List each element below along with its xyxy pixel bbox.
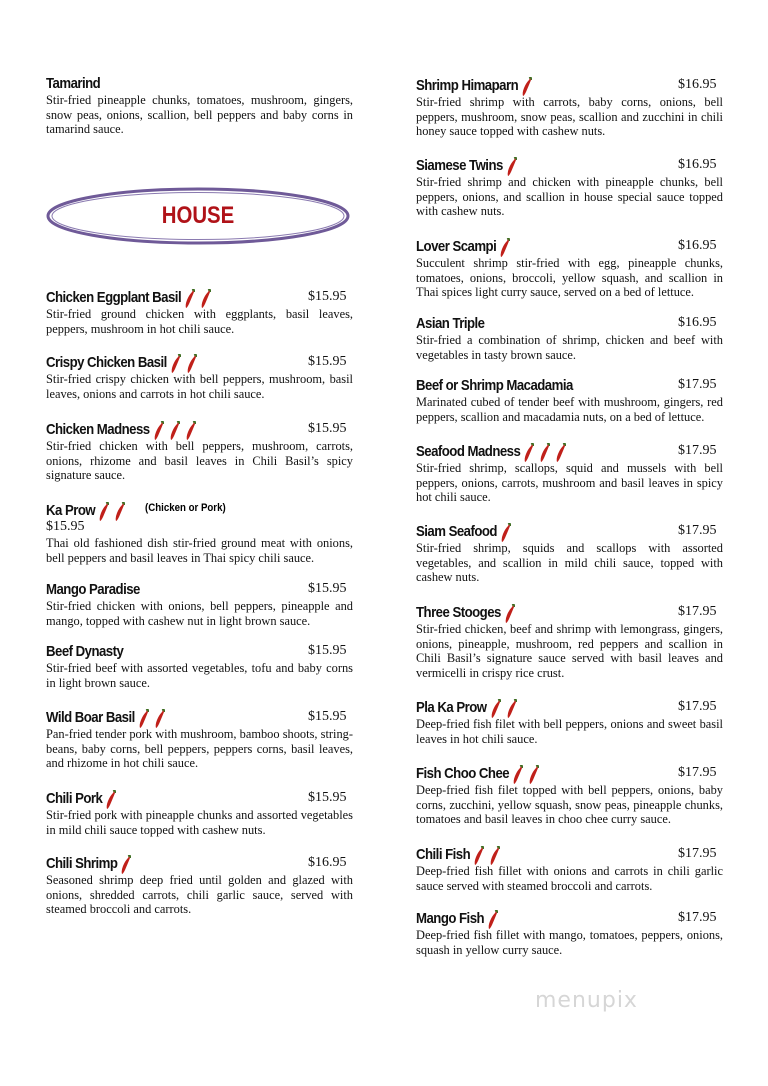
menu-item: [46, 790, 353, 837]
menu-item: [46, 502, 353, 565]
chili-pepper-icon: [187, 354, 197, 374]
chili-pepper-icon: [115, 502, 125, 522]
item-title-row: [416, 315, 723, 332]
chili-pepper-icon: [474, 846, 484, 866]
item-name: Pla Ka Prow: [416, 699, 487, 716]
item-description: Stir-fried shrimp, squids and scallops with assorted vegetables, and scallion in mild chili sauce, topped with cashew nuts.: [416, 541, 723, 585]
chili-pepper-icon: [106, 790, 116, 810]
item-title-row: [46, 75, 353, 92]
spicy-rating: [488, 910, 504, 935]
item-name: Chili Pork: [46, 790, 103, 807]
chili-pepper-icon: [186, 421, 196, 441]
item-name: Mango Fish: [416, 910, 485, 927]
item-title-row: [46, 289, 353, 306]
chili-pepper-icon: [139, 709, 149, 729]
item-title-row: [46, 790, 353, 807]
item-name: Chicken Eggplant Basil: [46, 289, 182, 306]
item-description: Stir-fried shrimp with carrots, baby corns, onions, bell peppers, mushroom, snow peas, scallion and zucchini in chili honey sauce topped with cashew nuts.: [416, 95, 723, 139]
item-name: Chicken Madness: [46, 421, 150, 438]
item-description: Deep-fried fish fillet with mango, tomatoes, peppers, onions, squash in yellow curry sauce.: [416, 928, 723, 957]
item-title-row: [46, 581, 353, 598]
spicy-rating: [139, 709, 171, 734]
item-description: Seasoned shrimp deep fried until golden and glazed with onions, shredded carrots, chili garlic sauce, served with steamed broccoli and carrots.: [46, 873, 353, 917]
item-note: (Chicken or Pork): [145, 502, 226, 514]
item-name: Siamese Twins: [416, 157, 503, 174]
item-description: Stir-fried beef with assorted vegetables, tofu and baby corns in light brown sauce.: [46, 661, 353, 690]
menu-item: [46, 421, 353, 483]
spicy-rating: [99, 502, 131, 527]
item-title-row: [46, 709, 353, 726]
menu-item: [416, 604, 723, 680]
spicy-rating: [524, 443, 572, 468]
spicy-rating: [154, 421, 202, 446]
menu-item: [46, 643, 353, 690]
chili-pepper-icon: [488, 910, 498, 930]
item-price: $15.95: [308, 790, 347, 805]
item-name: Seafood Madness: [416, 443, 521, 460]
menu-item: [416, 910, 723, 957]
item-title-row: [416, 157, 723, 174]
item-description: Deep-fried fish filet topped with bell peppers, onions, baby corns, zucchini, yellow squash, snow peas, pineapple chunks, tomatoes and basil leaves in choo chee curry sauce.: [416, 783, 723, 827]
item-description: Marinated cubed of tender beef with mushroom, gingers, red peppers, scallion and macadamia nuts, on a bed of lettuce.: [416, 395, 723, 424]
spicy-rating: [106, 790, 122, 815]
item-title-row: [416, 910, 723, 927]
menu-item: [46, 581, 353, 628]
chili-pepper-icon: [505, 604, 515, 624]
chili-pepper-icon: [524, 443, 534, 463]
chili-pepper-icon: [155, 709, 165, 729]
item-name: Chili Fish: [416, 846, 471, 863]
item-name: Beef Dynasty: [46, 643, 124, 660]
spicy-rating: [185, 289, 217, 314]
item-price: $15.95: [308, 354, 347, 369]
item-name: Three Stooges: [416, 604, 501, 621]
chili-pepper-icon: [556, 443, 566, 463]
item-description: Deep-fried fish fillet with onions and carrots in chili garlic sauce served with steamed broccoli and carrots.: [416, 864, 723, 893]
item-name: Asian Triple: [416, 315, 485, 332]
item-title-row: [46, 643, 353, 660]
menupix-watermark: menupix: [535, 988, 638, 1013]
section-title: HOUSE: [161, 202, 235, 229]
item-price: $17.95: [678, 910, 717, 925]
chili-pepper-icon: [185, 289, 195, 309]
menu-item: [46, 75, 353, 137]
spicy-rating: [121, 855, 137, 880]
item-title-row: [46, 354, 353, 371]
item-name: Ka Prow: [46, 502, 96, 519]
item-title-row: [416, 443, 723, 460]
chili-pepper-icon: [121, 855, 131, 875]
item-title-row: [416, 377, 723, 394]
item-price: $16.95: [678, 238, 717, 253]
item-name: Crispy Chicken Basil: [46, 354, 167, 371]
item-price: $17.95: [678, 377, 717, 392]
item-price: $16.95: [678, 315, 717, 330]
item-price: $15.95: [308, 421, 347, 436]
chili-pepper-icon: [491, 699, 501, 719]
spicy-rating: [500, 238, 516, 263]
item-name: Beef or Shrimp Macadamia: [416, 377, 573, 394]
item-name: Siam Seafood: [416, 523, 497, 540]
menu-item: [416, 238, 723, 300]
menu-item: [46, 855, 353, 917]
item-price: $17.95: [678, 699, 717, 714]
item-description: Stir-fried chicken with onions, bell peppers, pineapple and mango, topped with cashew nut in light brown sauce.: [46, 599, 353, 628]
item-price: $17.95: [678, 846, 717, 861]
item-name: Chili Shrimp: [46, 855, 118, 872]
spicy-rating: [171, 354, 203, 379]
item-description: Stir-fried crispy chicken with bell peppers, mushroom, basil leaves, onions and carrots in hot chili sauce.: [46, 372, 353, 401]
item-price: $15.95: [308, 289, 347, 304]
menu-item: [416, 846, 723, 893]
spicy-rating: [491, 699, 523, 724]
item-price: $16.95: [678, 157, 717, 172]
item-description: Stir-fried ground chicken with eggplants, basil leaves, peppers, mushroom in hot chili sauce.: [46, 307, 353, 336]
chili-pepper-icon: [201, 289, 211, 309]
menu-item: [416, 443, 723, 505]
chili-pepper-icon: [507, 157, 517, 177]
menu-item: [416, 523, 723, 585]
item-name: Lover Scampi: [416, 238, 497, 255]
item-price: $15.95: [308, 643, 347, 658]
item-description: Stir-fried chicken, beef and shrimp with lemongrass, gingers, onions, pineapple, mushroom, red peppers and scallion in Chili Basil’s signature sauce served with basil leaves and vermicelli in crispy rice crust.: [416, 622, 723, 680]
item-description: Stir-fried shrimp, scallops, squid and mussels with bell peppers, onions, carrots, mushroom and basil leaves in spicy hot chili sauce.: [416, 461, 723, 505]
spicy-rating: [505, 604, 521, 629]
chili-pepper-icon: [522, 77, 532, 97]
item-price: $17.95: [678, 443, 717, 458]
item-description: Stir-fried pineapple chunks, tomatoes, mushroom, gingers, snow peas, onions, scallion, bell peppers and baby corns in tamarind sauce.: [46, 93, 353, 137]
menu-item: [416, 699, 723, 746]
menu-item: [416, 77, 723, 139]
item-description: Stir-fried a combination of shrimp, chicken and beef with vegetables in tasty brown sauce.: [416, 333, 723, 362]
item-title-row: [416, 765, 723, 782]
spicy-rating: [474, 846, 506, 871]
menu-item: [46, 289, 353, 336]
item-description: Stir-fried chicken with bell peppers, mushroom, carrots, onions, rhizome and basil leaves in Chili Basil’s spicy signature sauce.: [46, 439, 353, 483]
item-title-row: [46, 502, 353, 519]
chili-pepper-icon: [507, 699, 517, 719]
section-header-house: [46, 186, 350, 246]
item-price: $16.95: [678, 77, 717, 92]
item-title-row: [416, 699, 723, 716]
item-title-row: [46, 855, 353, 872]
item-description: Stir-fried pork with pineapple chunks and assorted vegetables in mild chili sauce topped with cashew nuts.: [46, 808, 353, 837]
chili-pepper-icon: [529, 765, 539, 785]
item-price: $15.95: [46, 519, 85, 534]
menu-item: [416, 377, 723, 424]
menu-item: [416, 765, 723, 827]
item-name: Tamarind: [46, 75, 101, 92]
item-name: Wild Boar Basil: [46, 709, 135, 726]
chili-pepper-icon: [501, 523, 511, 543]
item-description: Stir-fried shrimp and chicken with pineapple chunks, bell peppers, onions, and scallion in house special sauce topped with cashew nuts.: [416, 175, 723, 219]
item-description: Thai old fashioned dish stir-fried ground meat with onions, bell peppers and basil leaves in Thai spicy chili sauce.: [46, 536, 353, 565]
item-title-row: [416, 523, 723, 540]
item-title-row: [416, 846, 723, 863]
chili-pepper-icon: [540, 443, 550, 463]
item-description: Deep-fried fish filet with bell peppers, onions and sweet basil leaves in hot chili sauce.: [416, 717, 723, 746]
menu-item: [416, 315, 723, 362]
item-price: $17.95: [678, 604, 717, 619]
item-price: $16.95: [308, 855, 347, 870]
chili-pepper-icon: [154, 421, 164, 441]
menu-item: [416, 157, 723, 219]
chili-pepper-icon: [500, 238, 510, 258]
item-title-row: [416, 238, 723, 255]
menu-item: [46, 354, 353, 401]
spicy-rating: [513, 765, 545, 790]
item-title-row: [416, 604, 723, 621]
spicy-rating: [501, 523, 517, 548]
item-description: Succulent shrimp stir-fried with egg, pineapple chunks, tomatoes, onions, broccoli, yellow squash, and scallion in Thai spices light curry sauce, served on a bed of lettuce.: [416, 256, 723, 300]
spicy-rating: [507, 157, 523, 182]
chili-pepper-icon: [170, 421, 180, 441]
item-title-row: [46, 421, 353, 438]
item-name: Fish Choo Chee: [416, 765, 510, 782]
item-name: Shrimp Himaparn: [416, 77, 519, 94]
menu-item: [46, 709, 353, 771]
chili-pepper-icon: [171, 354, 181, 374]
item-price: $17.95: [678, 523, 717, 538]
chili-pepper-icon: [490, 846, 500, 866]
item-name: Mango Paradise: [46, 581, 140, 598]
item-price: $17.95: [678, 765, 717, 780]
spicy-rating: [522, 77, 538, 102]
item-description: Pan-fried tender pork with mushroom, bamboo shoots, string-beans, baby corns, bell peppers, peppers corns, basil leaves, and rhizome in hot chili sauce.: [46, 727, 353, 771]
chili-pepper-icon: [99, 502, 109, 522]
item-price: $15.95: [308, 581, 347, 596]
chili-pepper-icon: [513, 765, 523, 785]
item-title-row: [416, 77, 723, 94]
item-price: $15.95: [308, 709, 347, 724]
